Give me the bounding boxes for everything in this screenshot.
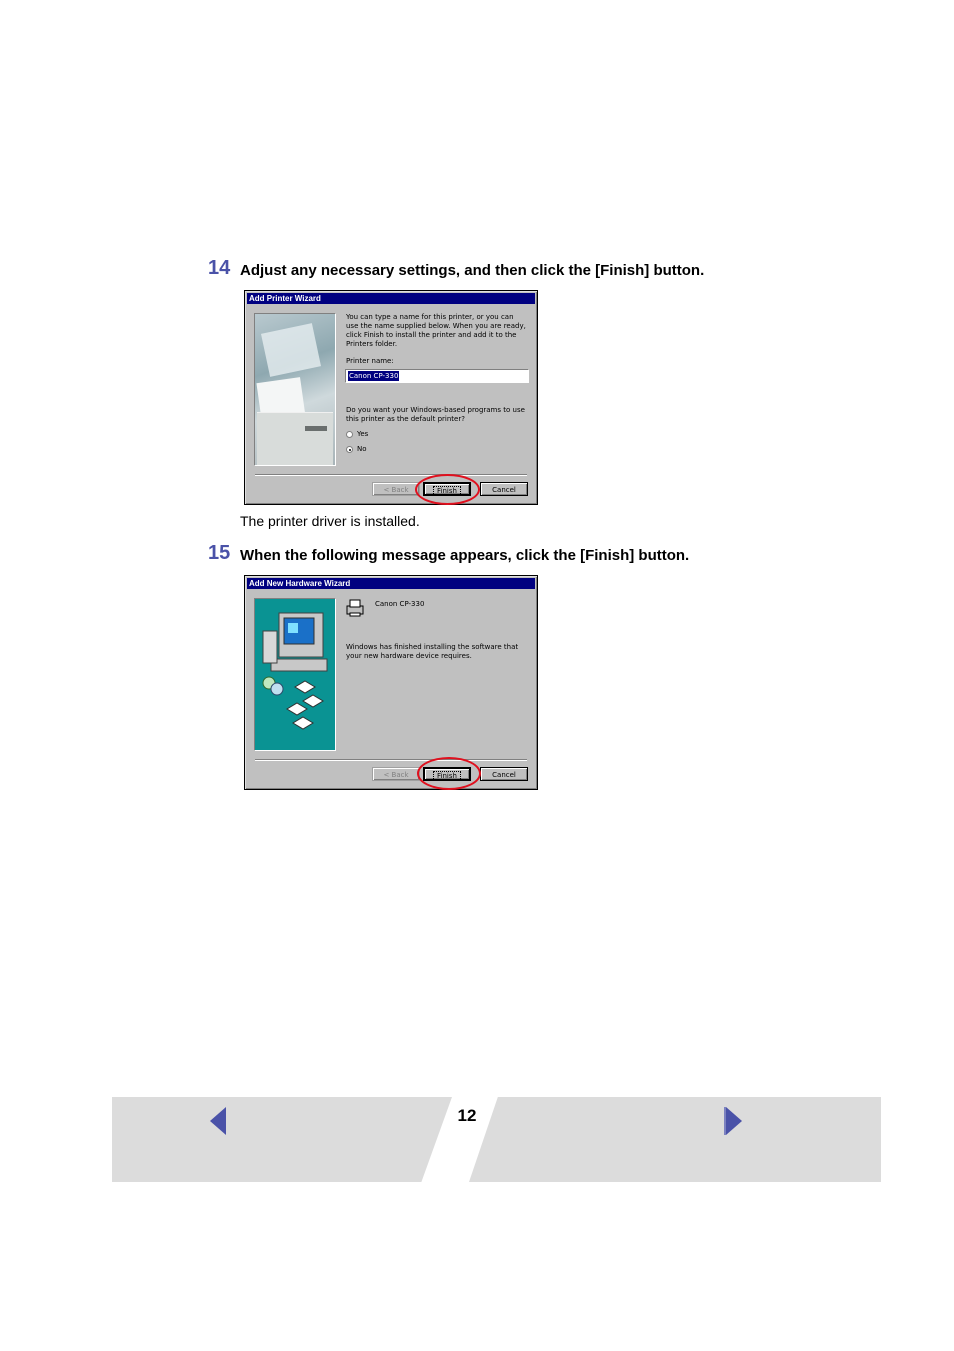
finish-highlight-ring [417,757,481,790]
finish-button-label: Finish [434,772,460,780]
back-button[interactable]: < Back [372,767,420,781]
finish-button-label: Finish [434,487,460,495]
radio-no[interactable] [346,446,353,453]
default-printer-question: Do you want your Windows-based programs to use this printer as the default printer? [346,406,525,423]
finish-highlight-ring [415,474,480,505]
step-instruction-14: Adjust any necessary settings, and then click the [Finish] button. [240,262,705,279]
intro-text: You can type a name for this printer, or you can use the name supplied below. When you are ready, click Finish to install the printer and add it to the Printers folder. [346,313,526,348]
cancel-button[interactable]: Cancel [480,767,528,781]
cancel-button[interactable]: Cancel [480,482,528,496]
add-new-hardware-wizard-dialog [244,575,538,790]
previous-page-arrow-icon[interactable] [210,1107,228,1135]
page-number: 12 [457,1106,477,1125]
device-name: Canon CP-330 [375,600,425,608]
step-number-15: 15 [208,542,231,564]
back-button[interactable]: < Back [372,482,420,496]
printer-photo [254,313,336,466]
previous-page-panel[interactable] [112,1097,452,1182]
dialog-separator [255,759,527,761]
printer-name-input[interactable] [345,369,529,383]
dialog-title: Add New Hardware Wizard [247,578,535,589]
printer-icon [345,598,367,618]
computer-and-discs-icon [255,599,335,750]
dialog-title: Add Printer Wizard [247,293,535,304]
dialog-separator [255,474,527,476]
radio-yes-label: Yes [357,430,369,438]
finished-message: Windows has finished installing the software that your new hardware device requires. [346,643,519,660]
step-number-14: 14 [208,257,231,279]
printer-name-label: Printer name: [346,357,394,365]
hardware-wizard-illustration [254,598,336,751]
step-instruction-15: When the following message appears, click the [Finish] button. [240,547,690,564]
add-printer-wizard-dialog [244,290,538,505]
printer-name-value: Canon CP-330 [349,372,399,380]
radio-yes[interactable] [346,431,353,438]
next-page-panel[interactable] [469,1097,881,1182]
next-page-arrow-icon[interactable] [724,1107,742,1135]
radio-no-label: No [357,445,367,453]
note-driver-installed: The printer driver is installed. [240,513,420,529]
